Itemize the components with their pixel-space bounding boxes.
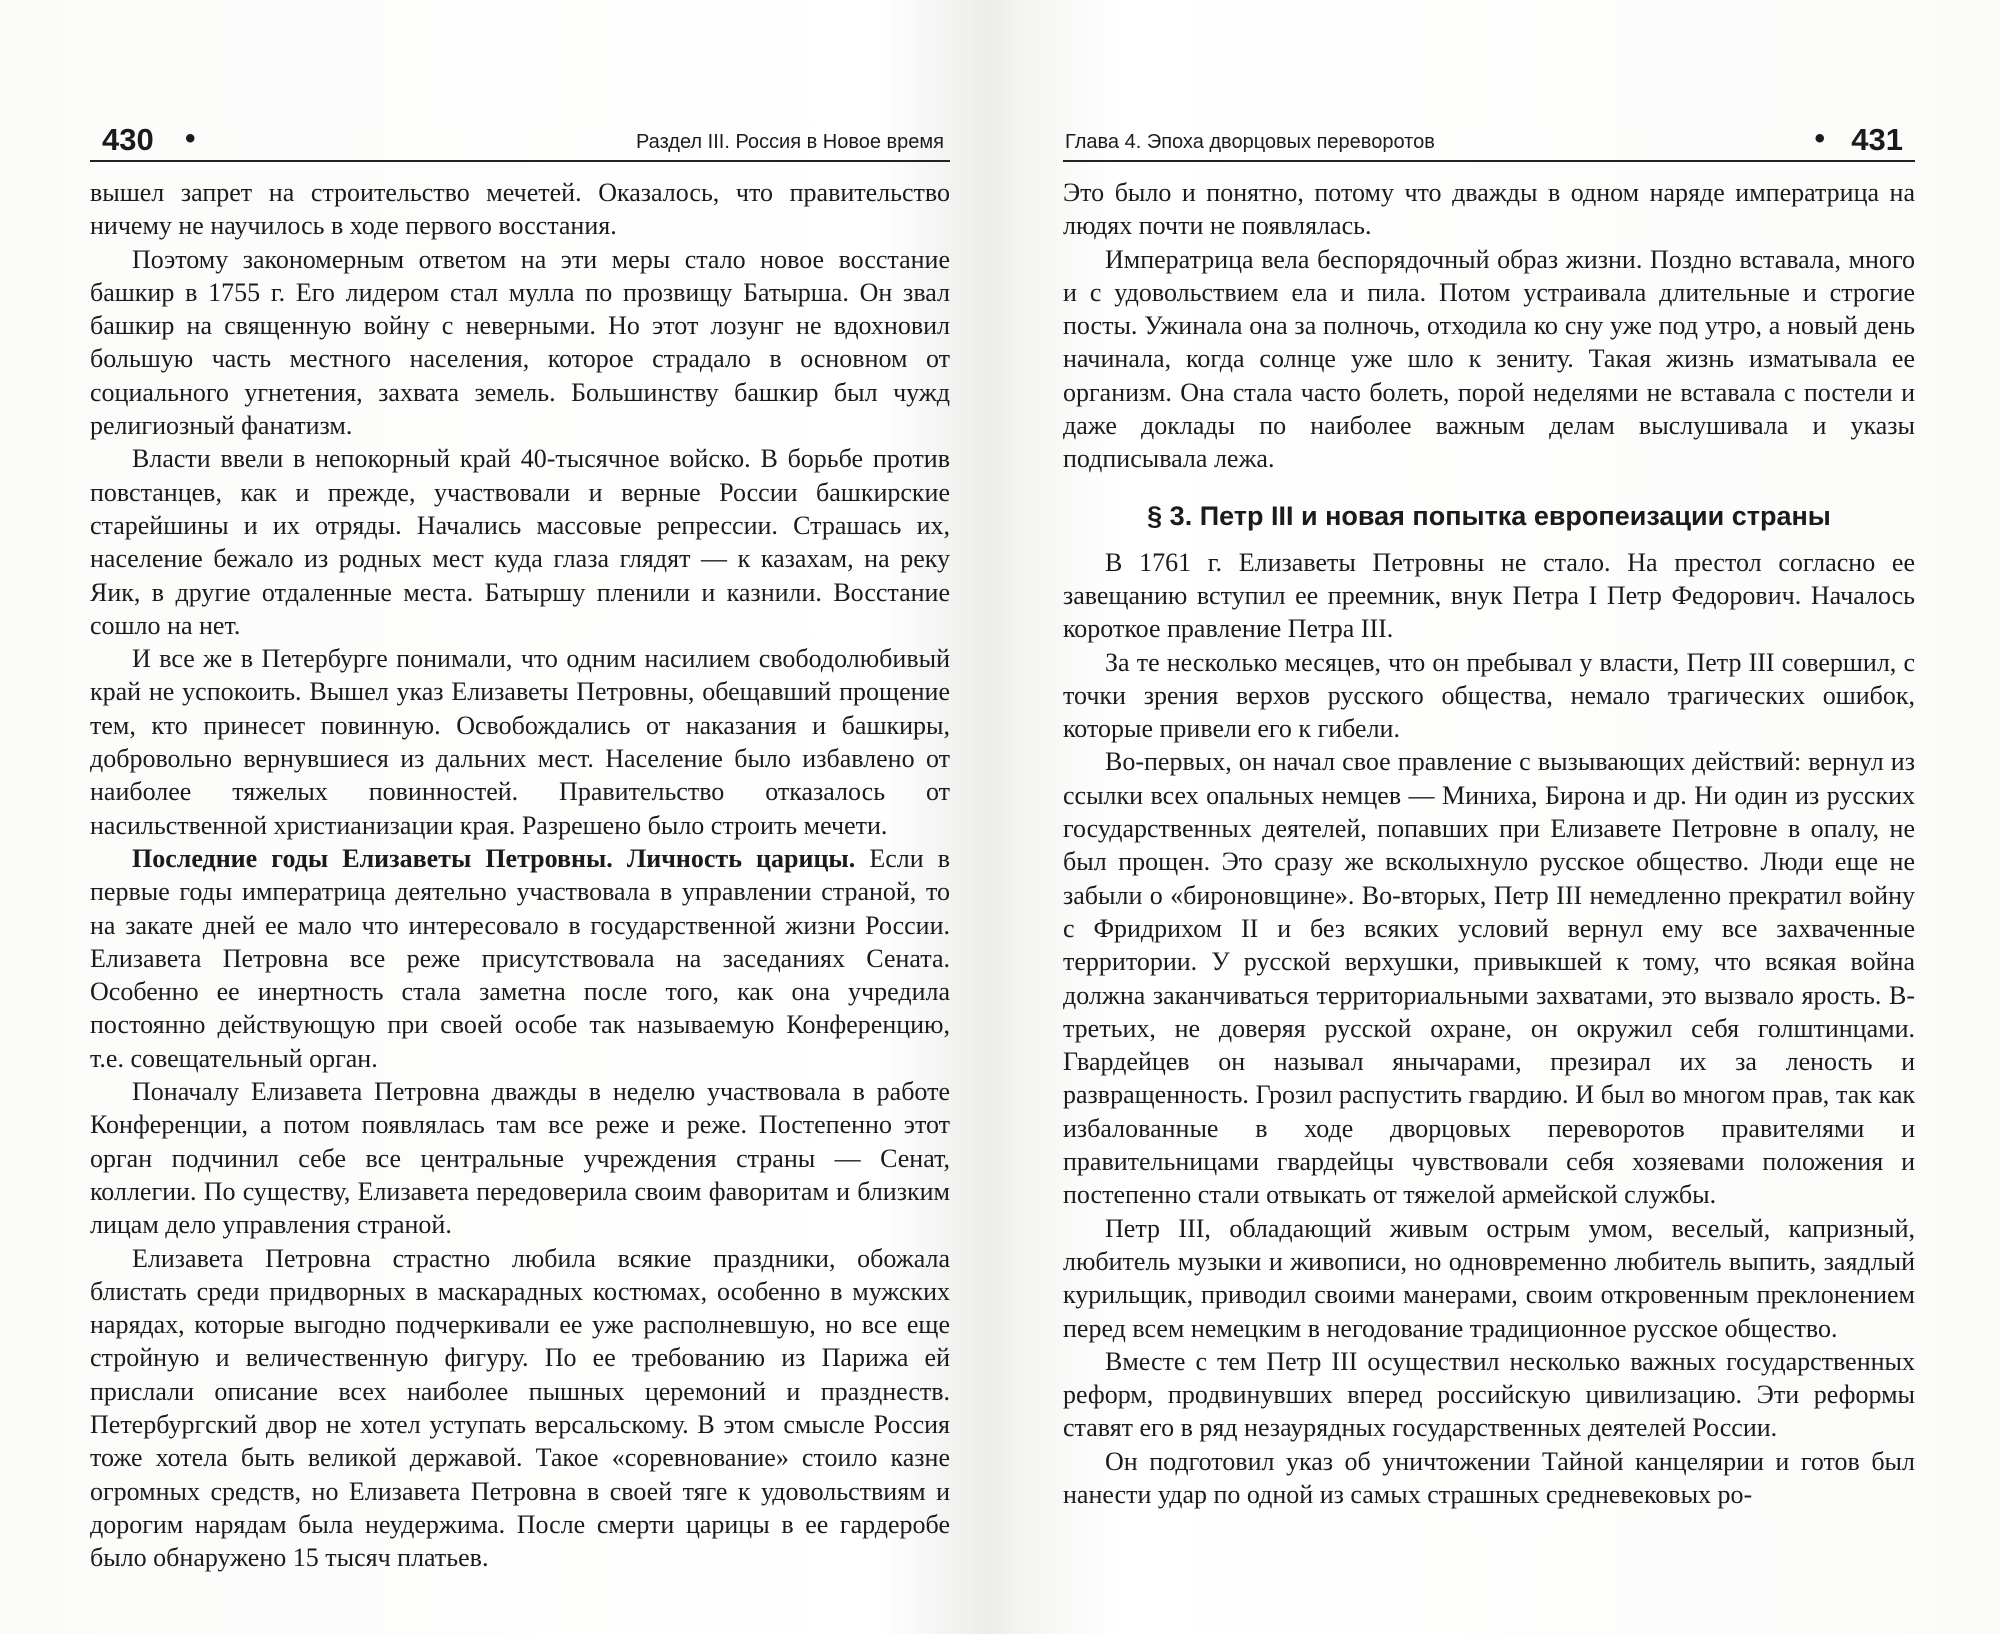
right-page-body	[1063, 176, 1915, 1511]
paragraph: Власти ввели в непокорный край 40-тысячное войско. В борьбе против повстанцев, как и прежде, участвовали и верные России башкирские старейшины и их отряды. Начались массовые репрессии. Страшась их, население бежало из родных мест куда глаза глядят — к казахам, на реку Яик, в другие отдаленные места. Батыршу пленили и казнили. Восстание сошло на нет.	[90, 444, 950, 640]
page-number: 430	[102, 122, 154, 157]
paragraph: Во-первых, он начал свое правление с вызывающих действий: вернул из ссылки всех опальных немцев — Миниха, Бирона и др. Ни один из русских государственных деятелей, попавших при Елизавете Петровне в опалу, не был прощен. Это сразу же всколыхнуло русское общество. Люди еще не забыли о «бироновщине». Во-вторых, Петр III немедленно прекратил войну с Фридрихом II и без всяких условий вернул ему все захваченные территории. У русской верхушки, привыкшей к тому, что всякая война должна заканчиваться территориальными захватами, это вызвало ярость. В-третьих, не доверяя русской охране, он окружил себя голштинцами. Гвардейцев он называл янычарами, презирал их за леность и развращенность. Грозил распустить гвардию. И был во многом прав, так как избалованные в ходе дворцовых переворотов правителями и правительницами гвардейцы чувствовали себя хозяевами положения и постепенно стали отвыкать от тяжелой армейской службы.	[1063, 747, 1915, 1210]
paragraph: Поначалу Елизавета Петровна дважды в неделю участвовала в работе Конференции, а потом появлялась там все реже и реже. Постепенно этот орган подчинил себе все центральные учреждения страны — Сенат, коллегии. По существу, Елизавета передоверила своим фаворитам и близким лицам дело управления страной.	[90, 1077, 950, 1240]
paragraph: В 1761 г. Елизаветы Петровны не стало. На престол согласно ее завещанию вступил ее преемник, внук Петра I Петр Федорович. Началось короткое правление Петра III.	[1063, 547, 1915, 644]
running-head-left	[90, 120, 950, 162]
paragraph: Он подготовил указ об уничтожении Тайной канцелярии и готов был нанести удар по одной из самых страшных средневековых ро-	[1063, 1446, 1915, 1509]
bullet-icon: •	[185, 122, 196, 155]
paragraph: вышел запрет на строительство мечетей. Оказалось, что правительство ничему не научилось в ходе первого восстания.	[90, 178, 950, 241]
paragraph: Елизавета Петровна страстно любила всякие праздники, обожала блистать среди придворных в маскарадных костюмах, особенно в мужских нарядах, которые выгодно подчеркивали ее уже располневшую, но все еще стройную и величественную фигуру. По ее требованию из Парижа ей прислали описание всех наиболее пышных церемоний и празднеств. Петербургский двор не хотел уступать версальскому. В этом смысле Россия тоже хотела быть великой державой. Такое «соревнование» стоило казне огромных средств, но Елизавета Петровна в своей тяге к удовольствиям и дорогим нарядам была неудержима. После смерти царицы в ее гардеробе было обнаружено 15 тысяч платьев.	[90, 1243, 950, 1573]
paragraph: За те несколько месяцев, что он пребывал у власти, Петр III совершил, с точки зрения верхов русского общества, немало трагических ошибок, которые привели его к гибели.	[1063, 647, 1915, 744]
paragraph: И все же в Петербурге понимали, что одним насилием свободолюбивый край не успокоить. Вышел указ Елизаветы Петровны, обещавший прощение тем, кто принесет повинную. Освобождались от наказания и башкиры, добровольно вернувшиеся из дальних мест. Население было избавлено от наиболее тяжелых повинностей. Правительство отказалось от насильственной христианизации края. Разрешено было строить мечети.	[90, 644, 950, 840]
bullet-icon: •	[1814, 122, 1825, 155]
running-head-right	[1063, 120, 1915, 162]
page-number: 431	[1851, 122, 1903, 157]
section-heading: § 3. Петр III и новая попытка европеизации страны	[1147, 500, 1831, 531]
section-running-title: Раздел III. Россия в Новое время	[636, 131, 944, 153]
paragraph: Императрица вела беспорядочный образ жизни. Поздно вставала, много и с удовольствием ела и пила. Потом устраивала длительные и строгие посты. Ужинала она за полночь, отходила ко сну уже под утро, а новый день начинала, когда солнце уже шло к зениту. Такая жизнь изматывала ее организм. Она стала часто болеть, порой неделями не вставала с постели и даже доклады по наиболее важным делам выслушивала и указы подписывала лежа.	[1063, 244, 1915, 474]
paragraph: Поэтому закономерным ответом на эти меры стало новое восстание башкир в 1755 г. Его лидером стал мулла по прозвищу Батырша. Он звал башкир на священную войну с неверными. Но этот лозунг не вдохновил большую часть местного населения, которое страдало в основном от социального угнетения, захвата земель. Большинству башкир был чужд религиозный фанатизм.	[90, 244, 950, 441]
runin-text: Если в первые годы императрица деятельно участвовала в управлении страной, то на закате дней ее мало что интересовало в государственной жизни России. Елизавета Петровна все реже присутствовала на заседаниях Сената. Особенно ее инертность стала заметна после того, как она учредила постоянно действующую при своей особе так называемую Конференцию, т.е. совещательный орган.	[90, 843, 950, 1073]
paragraph: Это было и понятно, потому что дважды в одном наряде императрица на людях почти не появлялась.	[1063, 178, 1915, 241]
left-page-body	[90, 176, 950, 1574]
paragraph: Петр III, обладающий живым острым умом, веселый, капризный, любитель музыки и живописи, но одновременно любитель выпить, заядлый курильщик, приводил своими манерами, своим откровенным преклонением перед всем немецким в негодование традиционное русское общество.	[1063, 1213, 1915, 1343]
paragraph: Вместе с тем Петр III осуществил несколько важных государственных реформ, продвинувших вперед российскую цивилизацию. Эти реформы ставят его в ряд незаурядных государственных деятелей России.	[1063, 1346, 1915, 1443]
chapter-running-title: Глава 4. Эпоха дворцовых переворотов	[1065, 131, 1435, 153]
paragraph-runin	[90, 842, 950, 1075]
runin-heading: Последние годы Елизаветы Петровны. Личность царицы.	[132, 843, 856, 873]
